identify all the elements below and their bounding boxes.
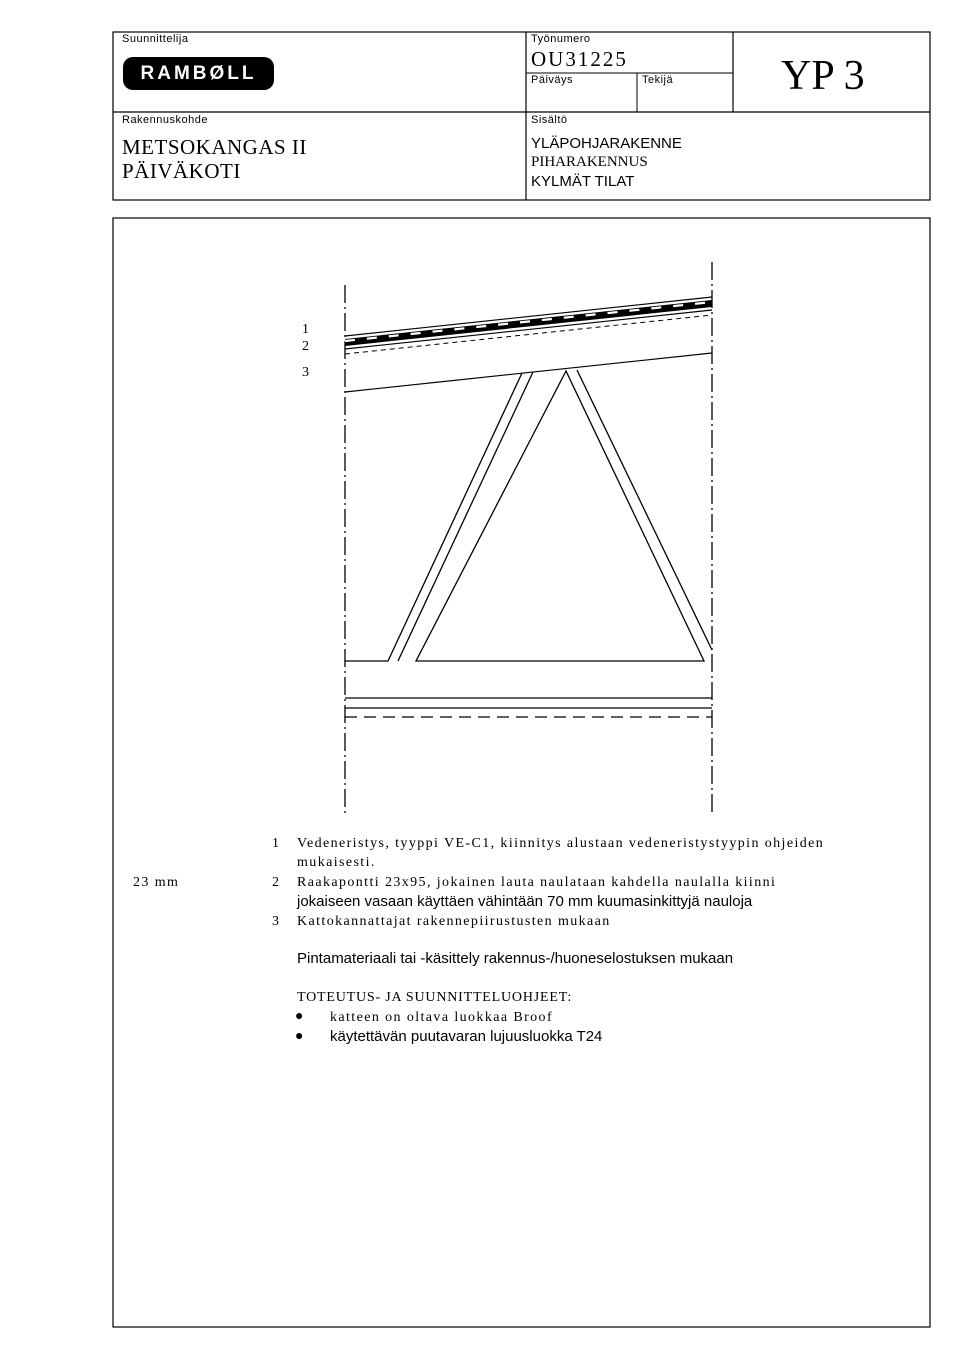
project-name: METSOKANGAS II [122,135,307,159]
sheathing-top-line [345,310,712,349]
content-line-3: KYLMÄT TILAT [531,173,635,190]
instruction-item-1: katteen on oltava luokkaa Broof [330,1010,554,1025]
note-2-line-1: Raakapontti 23x95, jokainen lauta naulataan kahdella naulalla kiinni [297,875,777,890]
date-label: Päiväys [531,74,574,86]
instructions-title: TOTEUTUS- JA SUUNNITTELUOHJEET: [297,990,573,1005]
ramboll-logo: RAMBØLL [123,57,274,90]
bullet-icon: ● [295,1029,304,1044]
content-line-1: YLÄPOHJARAKENNE [531,135,682,152]
truss-web-left-outer [345,373,522,661]
content-line-2: PIHARAKENNUS [531,154,648,170]
top-chord-lower-line [345,353,712,392]
note-3-line-1: Kattokannattajat rakennepiirustusten mukaan [297,914,611,929]
project-label: Rakennuskohde [122,114,209,126]
truss-web-triangle [416,371,704,661]
truss-web-right-outer [577,370,712,650]
job-number: OU31225 [531,47,628,71]
layer-number-3: 3 [302,365,309,380]
sheet-code: YP 3 [781,53,865,99]
note-number-3: 3 [272,914,279,929]
content-label: Sisältö [531,114,568,126]
waterproofing-top-line [345,297,712,336]
job-number-label: Työnumero [531,33,591,45]
bullet-icon: ● [295,1009,304,1024]
designer-label: Suunnittelija [122,33,189,45]
author-label: Tekijä [642,74,674,86]
truss-web-left-inner [398,372,533,661]
layer-thickness: 23 mm [133,875,180,890]
note-number-1: 1 [272,836,279,851]
instruction-item-2: käytettävän puutavaran lujuusluokka T24 [330,1028,603,1045]
note-number-2: 2 [272,875,279,890]
note-1-line-1: Vedeneristys, tyyppi VE-C1, kiinnitys alustaan vedeneristystyypin ohjeiden [297,836,825,851]
note-2-line-2: jokaiseen vasaan käyttäen vähintään 70 mm kuumasinkittyjä nauloja [297,893,753,910]
project-subtitle: PÄIVÄKOTI [122,159,241,183]
layer-number-2: 2 [302,339,309,354]
layer-number-1: 1 [302,322,309,337]
note-1-line-2: mukaisesti. [297,855,376,870]
finish-note: Pintamateriaali tai -käsittely rakennus-/huoneselostuksen mukaan [297,950,734,967]
